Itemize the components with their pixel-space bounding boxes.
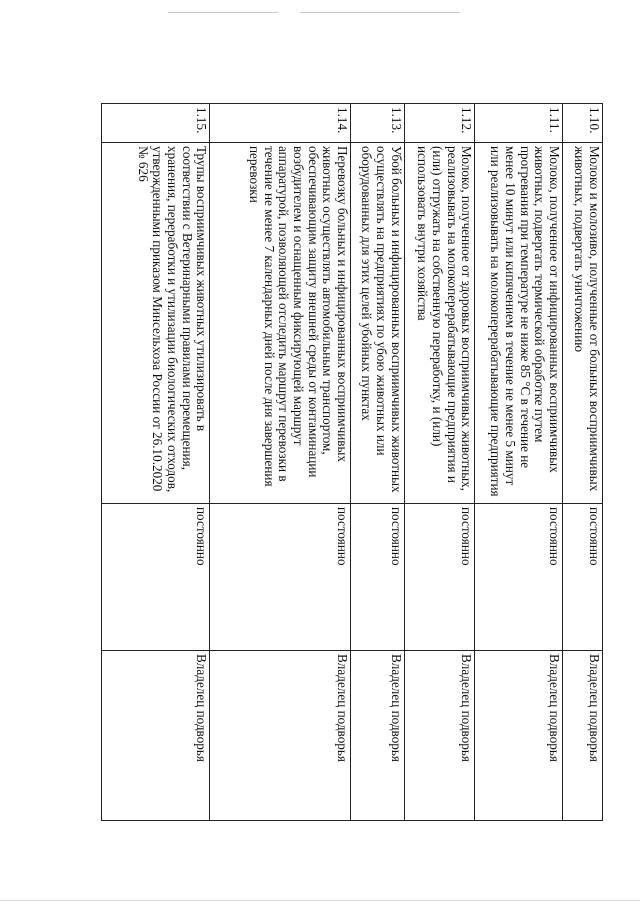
- row-number: 1.11.: [475, 104, 562, 143]
- responsible-cell: Владелец подворья: [102, 651, 210, 821]
- responsible-cell: Владелец подворья: [210, 651, 350, 821]
- term-cell: постоянно: [475, 504, 562, 651]
- measure-text: Молоко, полученное от здоровых восприимчивых животных, реализовывать на молокоперерабатывающие предприятия и (или) отгружать на собственную переработку, и (или) использовать внутри хозяйства: [404, 143, 475, 504]
- table-row: [350, 104, 404, 821]
- scan-edge-line: [168, 12, 278, 13]
- responsible-cell: Владелец подворья: [350, 651, 404, 821]
- term-cell: постоянно: [210, 504, 350, 651]
- row-number: 1.12.: [404, 104, 475, 143]
- row-number: 1.13.: [350, 104, 404, 143]
- table-row: [562, 104, 602, 821]
- table-row: [210, 104, 350, 821]
- scan-edge-line: [300, 12, 460, 13]
- measure-text: Убой больных и инфицированных восприимчивых животных осуществлять на предприятиях по убою животных или оборудованных для этих целей убойных пунктах: [350, 143, 404, 504]
- responsible-cell: Владелец подворья: [475, 651, 562, 821]
- measure-text: Молоко и молозиво, полученные от больных восприимчивых животных, подвергать уничтожению: [562, 143, 602, 504]
- term-cell: постоянно: [404, 504, 475, 651]
- responsible-cell: Владелец подворья: [404, 651, 475, 821]
- table-row: [475, 104, 562, 821]
- measures-table: [101, 103, 603, 821]
- term-cell: постоянно: [350, 504, 404, 651]
- table-row: [102, 104, 210, 821]
- row-number: 1.14.: [210, 104, 350, 143]
- measure-text: Молоко, полученное от инфицированных восприимчивых животных, подвергать термической обработке путем прогревания при температуре не ниже 85 °С в течение не менее 10 минут или кипячением в течение не менее 5 минут или реализовывать на молокоперерабатывающие предприятия: [475, 143, 562, 504]
- measure-text: Трупы восприимчивых животных утилизировать в соответствии с Ветеринарными правилами перемещения, хранения, переработки и утилизации биологических отходов, утвержденными приказом Минсельхоза России от 26.10.2020 № 626: [102, 143, 210, 504]
- measure-text: Перевозку больных и инфицированных восприимчивых животных осуществлять автомобильным транспортом, обеспечивающим защиту внешней среды от контаминации возбудителем и оснащенным фиксирующей маршрут аппаратурой, позволяющей отследить маршрут перевозки в течение не менее 7 календарных дней после дня завершения перевозки: [210, 143, 350, 504]
- rotated-page: [101, 103, 603, 818]
- scan-edge-line: [0, 900, 640, 901]
- term-cell: постоянно: [562, 504, 602, 651]
- responsible-cell: Владелец подворья: [562, 651, 602, 821]
- table-row: [404, 104, 475, 821]
- row-number: 1.10.: [562, 104, 602, 143]
- row-number: 1.15.: [102, 104, 210, 143]
- term-cell: постоянно: [102, 504, 210, 651]
